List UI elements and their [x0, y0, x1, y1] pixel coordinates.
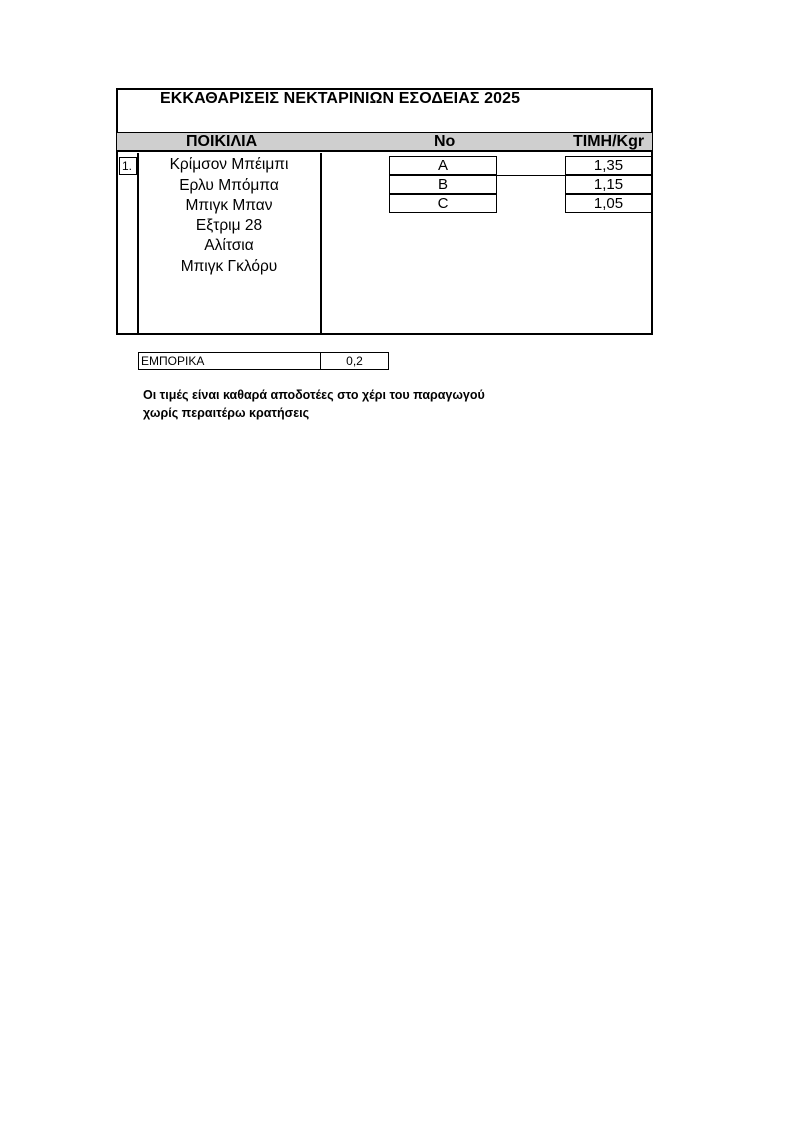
- price-cell: 1,05: [565, 194, 652, 213]
- grade-cell: B: [389, 175, 497, 194]
- header-price: ΤΙΜΗ/Kgr: [573, 133, 645, 150]
- variety-name: Κρίμσον Μπέιμπι: [169, 156, 289, 173]
- note-line: χωρίς περαιτέρω κρατήσεις: [143, 406, 310, 420]
- variety-name: Εξτριμ 28: [195, 217, 263, 234]
- commercial-value: 0,2: [320, 352, 389, 370]
- variety-name: Ερλυ Μπόμπα: [179, 177, 279, 194]
- note-line: Οι τιμές είναι καθαρά αποδοτέες στο χέρι του παραγωγού: [143, 388, 485, 402]
- variety-name: Μπιγκ Μπαν: [185, 197, 273, 214]
- page-title: ΕΚΚΑΘΑΡΙΣΕΙΣ ΝΕΚΤΑΡΙΝΙΩΝ ΕΣΟΔΕΙΑΣ 2025: [160, 90, 521, 107]
- header-variety: ΠΟΙΚΙΛΙΑ: [186, 133, 258, 150]
- row-index: 1.: [119, 157, 137, 175]
- grade-cell: C: [389, 194, 497, 213]
- row-connector: [497, 175, 565, 176]
- variety-name: Αλίτσια: [204, 237, 254, 254]
- variety-name: Μπιγκ Γκλόρυ: [180, 258, 278, 275]
- price-cell: 1,35: [565, 156, 652, 175]
- header-no: No: [434, 133, 456, 150]
- grade-cell: A: [389, 156, 497, 175]
- commercial-label: ΕΜΠΟΡΙΚΑ: [138, 352, 321, 370]
- price-cell: 1,15: [565, 175, 652, 194]
- column-divider: [320, 153, 322, 334]
